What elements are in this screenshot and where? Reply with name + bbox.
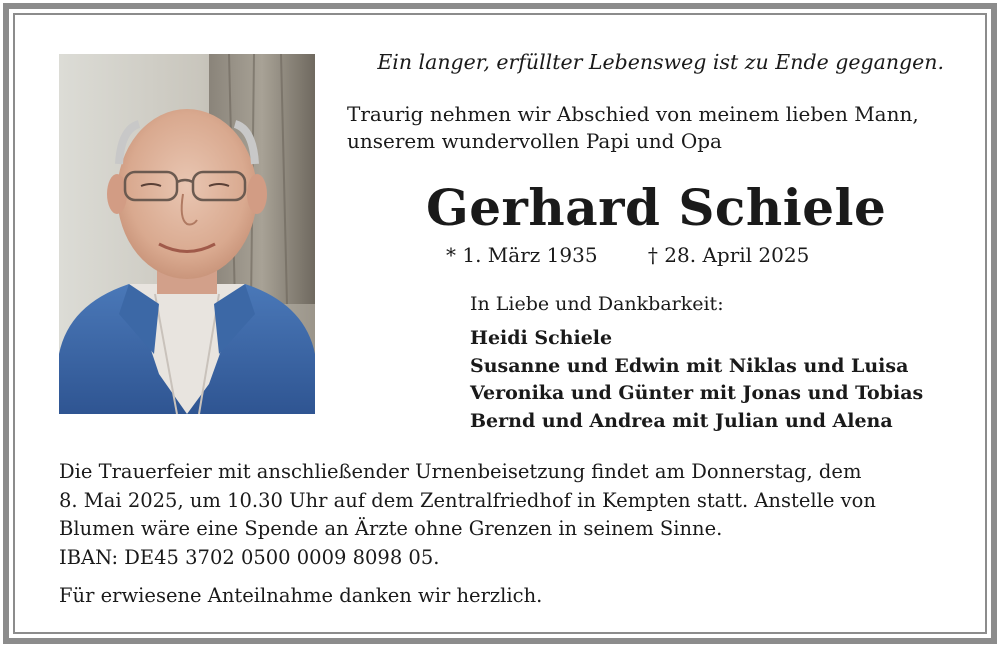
- service-info-line: IBAN: DE45 3702 0500 0009 8098 05.: [59, 545, 440, 569]
- mourner-entry: Heidi Schiele: [470, 327, 613, 349]
- service-info-line: Blumen wäre eine Spende an Ärzte ohne Grenzen in seinem Sinne.: [59, 517, 723, 540]
- mourner-entry: Susanne und Edwin mit Niklas und Luisa: [470, 354, 909, 377]
- portrait-photo: [59, 54, 315, 414]
- intro-line: Traurig nehmen wir Abschied von meinem lieben Mann,: [347, 102, 919, 126]
- motto-line: Ein langer, erfüllter Lebensweg ist zu Ende gegangen.: [377, 50, 944, 74]
- service-info-line: Die Trauerfeier mit anschließender Urnenbeisetzung findet am Donnerstag, dem: [59, 460, 862, 483]
- thanks-label: In Liebe und Dankbarkeit:: [470, 293, 724, 315]
- death-date: † 28. April 2025: [647, 243, 810, 267]
- intro-line: unserem wundervollen Papi und Opa: [347, 129, 722, 153]
- intro-text: [347, 101, 947, 155]
- birth-date: * 1. März 1935: [446, 243, 598, 267]
- deceased-name: Gerhard Schiele: [426, 178, 887, 237]
- service-info-line: 8. Mai 2025, um 10.30 Uhr auf dem Zentralfriedhof in Kempten statt. Anstelle von: [59, 488, 876, 512]
- service-info: [59, 458, 959, 572]
- closing-line: Für erwiesene Anteilnahme danken wir herzlich.: [59, 584, 543, 607]
- mourner-entry: Veronika und Günter mit Jonas und Tobias: [470, 382, 924, 404]
- mourner-entry: Bernd und Andrea mit Julian und Alena: [470, 409, 893, 432]
- mourners-list: [470, 325, 923, 435]
- life-dates: [446, 243, 809, 267]
